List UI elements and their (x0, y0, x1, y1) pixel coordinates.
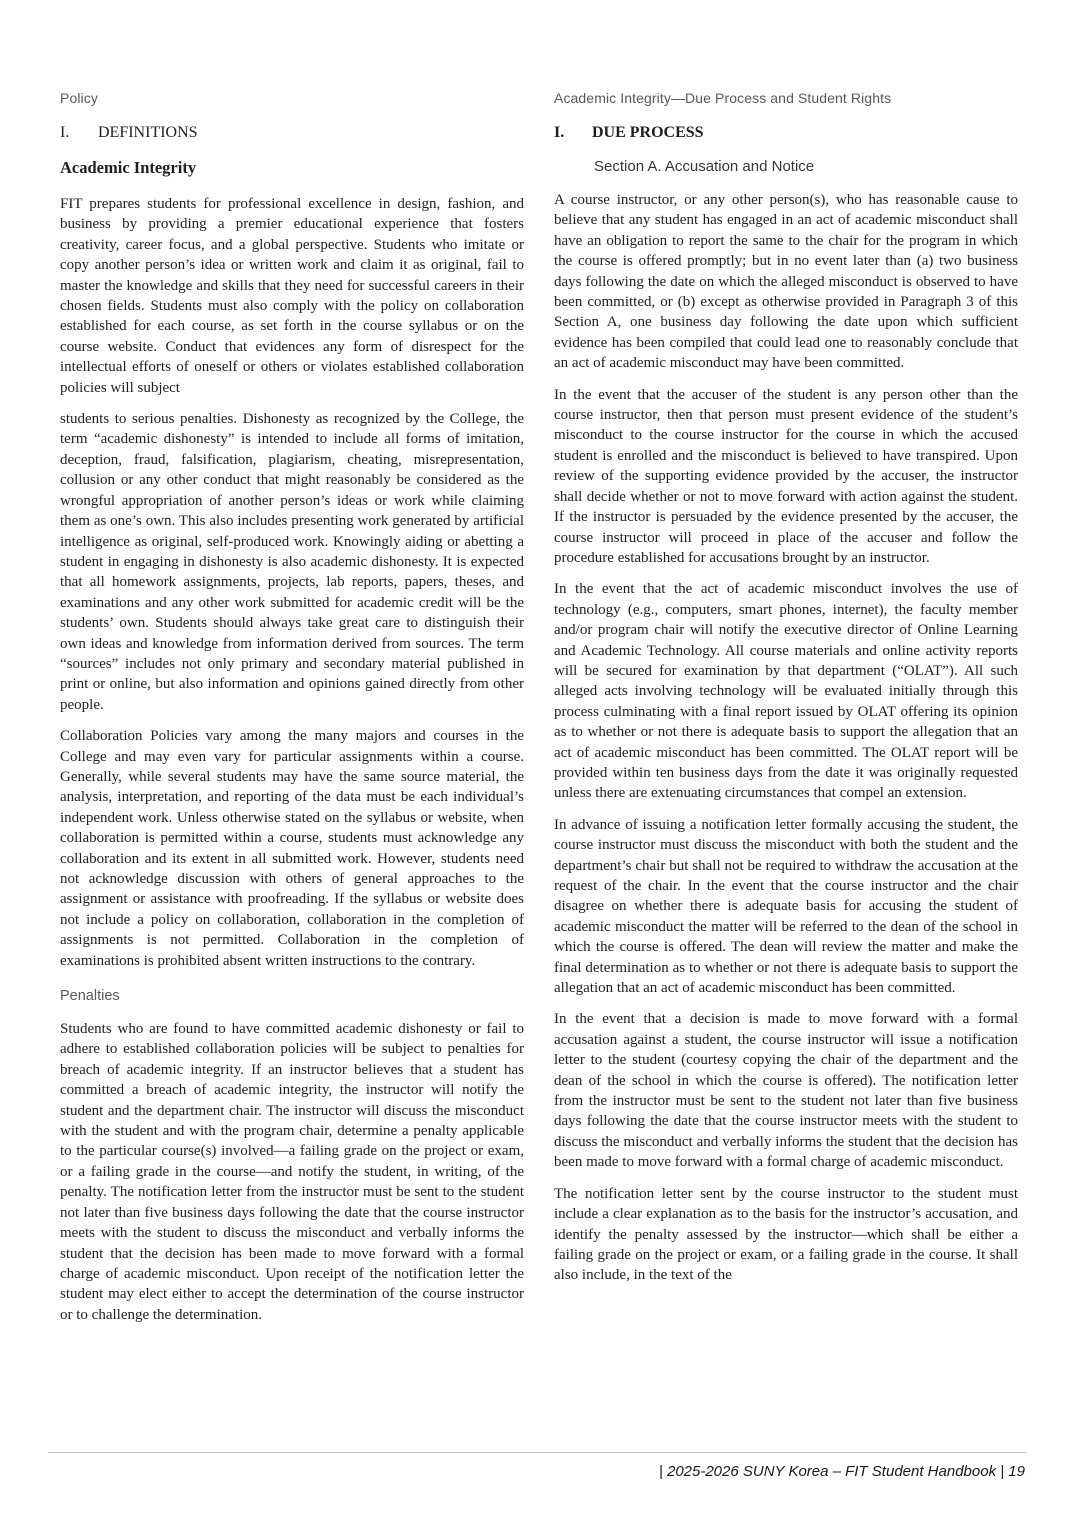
section-numeral: I. (554, 124, 565, 141)
body-paragraph: In the event that the act of academic misconduct involves the use of technology (e.g., computers, smart phones, internet), the faculty member and/or program chair will notify the executive director of Online Learning and Academic Technology. All course materials and online activity reports will be secured for examination by that department (“OLAT”). All such alleged acts involving technology will be evaluated initially through this process culminating with a final report issued by OLAT offering its opinion as to whether or not there is adequate basis to support the allegation that an act of academic misconduct has been committed. The OLAT report will be provided within ten business days from the date it was originally requested unless there are extenuating circumstances that compel an extension. (554, 581, 1018, 802)
section-title: DEFINITIONS (98, 124, 198, 141)
body-paragraph: In the event that a decision is made to move forward with a formal accusation against a student, the course instructor will issue a notification letter to the student (courtesy copying the chair of the department and the dean of the school in which the course is offered). The notification letter from the instructor must be sent to the student not later than five business days following the date that the course instructor meets with the student to discuss the misconduct and verbally informs the student that the decision has been made to move forward with a formal charge of academic misconduct. (554, 1011, 1018, 1171)
two-column-layout (60, 90, 1018, 1336)
body-paragraph: Collaboration Policies vary among the many majors and courses in the College and may even vary for particular assignments within a course. Generally, while several students may have the same source material, the analysis, interpretation, and reporting of the data must be each individual’s independent work. Unless otherwise stated on the syllabus or website, when collaboration is permitted within a course, students must acknowledge any collaboration and its extent in all submitted work. However, students need not acknowledge discussion with others of general approaches to the assignment or assistance with proofreading. If the syllabus or website does not include a policy on collaboration, collaboration in the completion of assignments is not permitted. Collaboration in the completion of examinations is prohibited absent written instructions to the contrary. (60, 728, 524, 969)
running-head-left: Policy (60, 90, 98, 106)
body-paragraph: In the event that the accuser of the student is any person other than the course instructor, then that person must present evidence of the student’s misconduct to the course instructor for the course in which the accused student is enrolled and the misconduct is believed to have transpired. Upon review of the supporting evidence provided by the accuser, the instructor shall decide whether or not to move forward with action against the student. If the instructor is persuaded by the evidence presented by the accuser, the course instructor will proceed in place of the accuser and follow the procedure established for accusations brought by an instructor. (554, 386, 1018, 566)
footer-text: | 2025-2026 SUNY Korea – FIT Student Handbook | 19 (658, 1463, 1025, 1480)
running-head-right: Academic Integrity—Due Process and Student Rights (554, 90, 892, 106)
right-column (554, 90, 1018, 1336)
footer-divider (48, 1452, 1027, 1453)
section-heading-due-process (554, 124, 1018, 142)
body-paragraph: The notification letter sent by the course instructor to the student must include a clear explanation as to the basis for the instructor’s accusation, and identify the penalty assessed by the instructor—which shall be either a failing grade on the project or exam, or a failing grade in the course. It shall also include, in the text of the (554, 1185, 1018, 1284)
section-numeral: I. (60, 124, 70, 141)
subsection-heading: Section A. Accusation and Notice (594, 158, 815, 175)
page-footer (48, 1452, 1027, 1480)
section-heading-definitions (60, 124, 524, 142)
body-paragraph: In advance of issuing a notification letter formally accusing the student, the course instructor must discuss the misconduct with both the student and the department’s chair but shall not be required to withdraw the accusation at the request of the chair. In the event that the course instructor and the chair disagree on whether there is adequate basis for accusing the student of academic misconduct the matter will be referred to the dean of the school in which the course is offered. The dean will review the matter and make the final determination as to whether or not there is adequate basis to support the allegation that an act of academic misconduct has been committed. (554, 816, 1018, 997)
body-paragraph: students to serious penalties. Dishonesty as recognized by the College, the term “academic dishonesty” is intended to include all forms of imitation, deception, fraud, falsification, plagiarism, cheating, misrepresentation, collusion or any other conduct that might reasonably be considered as the wrongful appropriation of another person’s ideas or work while claiming them as one’s own. This also includes presenting work generated by artificial intelligence as original, self-produced work. Knowingly aiding or abetting a student in engaging in dishonesty is also academic dishonesty. It is expected that all homework assignments, projects, lab reports, papers, theses, and examinations and any other work submitted for academic credit will be the students’ own. Students should always take great care to distinguish their own ideas and knowledge from information derived from sources. The term “sources” includes not only primary and secondary material published in print or online, but also information and opinions gained directly from other people. (60, 411, 524, 713)
left-column (60, 90, 524, 1336)
body-paragraph: A course instructor, or any other person(s), who has reasonable cause to believe that any student has engaged in an act of academic misconduct shall have an obligation to report the same to the chair for the program in which the course is offered promptly; but in no event later than (a) two business days following the date on which the alleged misconduct is observed to have been committed, or (b) except as otherwise provided in Paragraph 3 of this Section A, one business day following the date upon which sufficient evidence has been compiled that could lead one to reasonably conclude that an act of academic misconduct may have been committed. (554, 192, 1018, 372)
body-paragraph: FIT prepares students for professional excellence in design, fashion, and business by providing a premier educational experience that fosters creativity, career focus, and a global perspective. Students who imitate or copy another person’s idea or written work and claim it as original, fail to master the knowledge and skills that they need for successful careers in their chosen fields. Students must also comply with the policy on collaboration established for each course, as set forth in the course syllabus or on the course website. Conduct that evidences any form of disrespect for the intellectual efforts of oneself or others or violates established collaboration policies will subject (60, 196, 524, 396)
subhead-penalties: Penalties (60, 988, 120, 1005)
body-paragraph: Students who are found to have committed academic dishonesty or fail to adhere to established collaboration policies will be subject to penalties for breach of academic integrity. If an instructor believes that a student has committed a breach of academic integrity, the instructor will notify the student and the department chair. The instructor will discuss the misconduct with the student and with the program chair, determine a penalty applicable to the particular course(s) involved—a failing grade on the project or exam, or a failing grade in the course—and notify the student, in writing, of the penalty. The notification letter from the instructor must be sent to the student not later than five business days following the date that the course instructor meets with the student to discuss the misconduct and verbally informs the student that the decision has been made to move forward with a formal charge of academic misconduct. Upon receipt of the notification letter the student may elect either to accept the determination of the course instructor or to challenge the determination. (60, 1021, 524, 1323)
subheading-academic-integrity: Academic Integrity (60, 158, 197, 177)
section-title: DUE PROCESS (592, 124, 704, 141)
